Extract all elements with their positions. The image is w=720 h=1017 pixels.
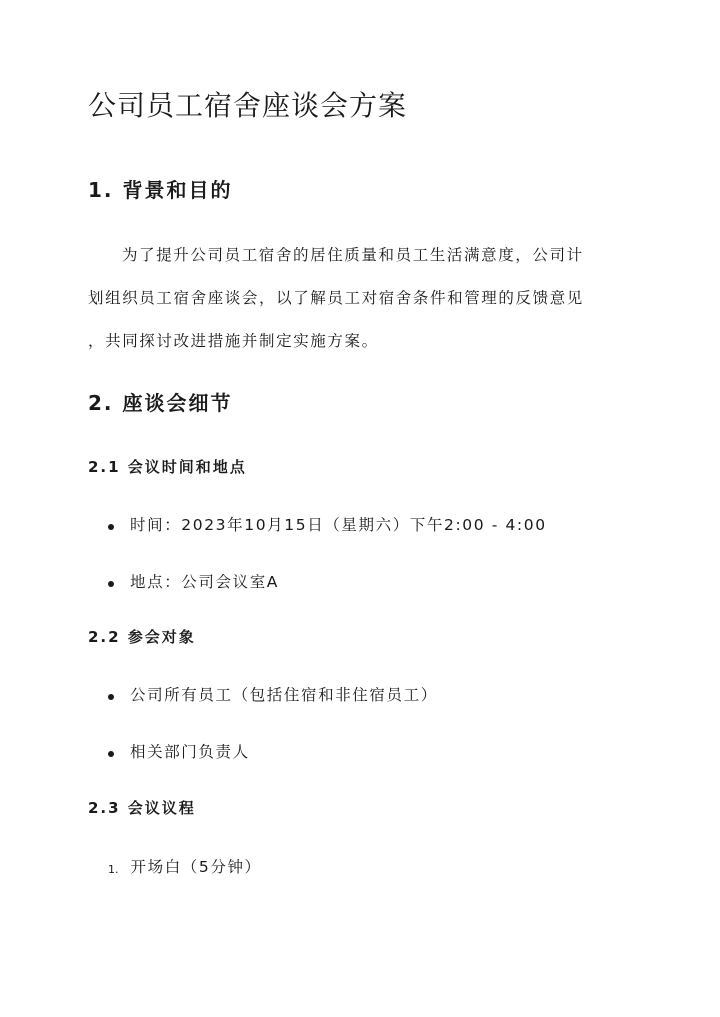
bullet-icon: [108, 524, 114, 530]
list-item-all-staff: [108, 683, 438, 707]
background-paragraph-line-3: ，共同探讨改进措施并制定实施方案。: [88, 332, 379, 350]
list-item-text: 时间：2023年10月15日（星期六）下午2:00 - 4:00: [130, 516, 547, 534]
list-item-text: 相关部门负责人: [130, 743, 250, 761]
list-item-text: 地点：公司会议室A: [130, 573, 280, 591]
list-item-text: 公司所有员工（包括住宿和非住宿员工）: [130, 686, 438, 704]
section-heading-background: 1. 背景和目的: [88, 178, 233, 202]
list-item-place: [108, 570, 279, 594]
list-item-department-heads: [108, 740, 250, 764]
background-paragraph-line-1: 为了提升公司员工宿舍的居住质量和员工生活满意度，公司计: [122, 246, 584, 264]
subsection-heading-time-place: 2.1 会议时间和地点: [88, 458, 247, 476]
bullet-icon: [108, 751, 114, 757]
subsection-heading-participants: 2.2 参会对象: [88, 628, 196, 646]
background-paragraph-line-2: 划组织员工宿舍座谈会，以了解员工对宿舍条件和管理的反馈意见: [88, 289, 584, 307]
bullet-icon: [108, 694, 114, 700]
section-heading-details: 2. 座谈会细节: [88, 391, 233, 415]
document-title: 公司员工宿舍座谈会方案: [88, 89, 408, 122]
list-item-time: [108, 513, 547, 537]
subsection-heading-agenda: 2.3 会议议程: [88, 799, 196, 817]
agenda-item-opening: [108, 855, 262, 879]
agenda-item-number: 1.: [108, 862, 119, 876]
agenda-item-text: 开场白（5分钟）: [130, 858, 262, 876]
bullet-icon: [108, 581, 114, 587]
